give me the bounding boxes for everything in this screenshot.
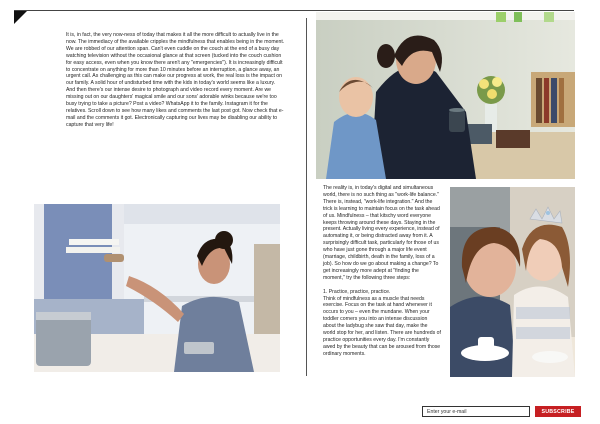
subscribe-button[interactable]: SUBSCRIBE xyxy=(535,406,581,417)
newsletter-email-input[interactable] xyxy=(422,406,530,417)
photo-mother-and-daughter xyxy=(450,187,575,377)
header-rule xyxy=(14,10,574,11)
page-corner-mark xyxy=(14,10,28,24)
column-divider xyxy=(306,18,307,376)
photo-mother-with-child xyxy=(316,12,575,179)
article-left-column: It is, in fact, the very now-ness of today that makes it all the more difficult to actually live in the now. The immediacy of the available cripples the mindfulness that enables being in the moment. We are robbed of our attention span. Can't even cuddle on the couch at the end of a busy day watching television without the occasional glance at that screen (tucked into the couch cushion for easy access, even when you know there aren't any "emergencies"). It is increasingly difficult to concentrate on anything for more than 10 minutes before an interruption, a glance away, an urgent call. As challenging as this can make our progress at work, the real loss is the impact on our family. A solid hour of undisturbed time with the kids in today's world seems like a luxury. And then there's our intense desire to photograph and video record every moment. Are we missing out on our daughters' magical smile and our sons' adorable winks because we're too busy trying to take a picture? Post a video? WhatsApp it to the family. Instagram it for the relatives. Scroll down to see how many likes and comments the last post got. Now check that e-mail and the comments it got. Electronically capturing our lives may be disabling our ability to capture that very life! xyxy=(66,32,285,128)
article-right-column: The reality is, in today's digital and simultaneous world, there is no such thing as "work-life balance." There is, instead, "work-life integration." And the trick is learning to maintain focus on the task ahead of us. Mindfulness – that kitschy word everyone keeps throwing around these days. Staying in the present. Actually living every experience, instead of automating it, or being distracted away from it. A surprisingly difficult task, particularly for those of us who have just gone through a major life event (marriage, childbirth, death in the family, loss of a job). So how do we go about making a change? To get increasingly more adept at "finding the moment," try the following three steps: 1. Practice, practice, practice. Think of mindfulness as a muscle that needs exercise. Focus on the task at hand whenever it occurs to you – even the mundane. When your toddler corners you into an intense discussion about the ladybug she saw that day, make the world stop for her, and listen. There are hundreds of practice opportunities every day. I'm constantly awed by the beauty that can be aroused from those ordinary moments. xyxy=(323,185,441,357)
photo-woman-in-kitchen xyxy=(34,204,280,372)
